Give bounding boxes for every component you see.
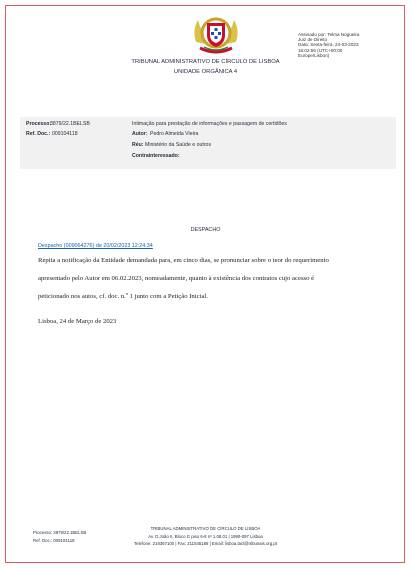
- contrainteressado-label: Contrainteressado:: [132, 153, 180, 159]
- footer-court-name: TRIBUNAL ADMINISTRATIVO DE CÍRCULO DE LISBOA: [150, 526, 261, 531]
- despacho-title: DESPACHO: [190, 227, 221, 233]
- body-paragraph-line: peticionado nos autos, cf. doc. n.º 1 junto com a Petição Inicial.: [38, 293, 208, 300]
- case-info-box: [20, 117, 396, 169]
- place-date: Lisboa, 24 de Março de 2023: [38, 318, 117, 325]
- ref-doc-value: 009104118: [52, 131, 78, 137]
- footer-contacts: Telefone: 218367100 | Fax: 211545188 | Email: lisboa.tacl@tribunais.org.pt: [134, 541, 277, 546]
- body-paragraph-line: Repita a notificação da Entidade demandada para, em cinco dias, se pronunciar sobre o teor do requerimento: [38, 257, 329, 264]
- previous-despacho-link[interactable]: Despacho (009064276) de 20/02/2023 12:24:34: [38, 243, 153, 249]
- court-title: TRIBUNAL ADMINISTRATIVO DE CÍRCULO DE LISBOA: [131, 59, 280, 65]
- court-unit: UNIDADE ORGÂNICA 4: [173, 69, 238, 75]
- reu-label: Réu:: [132, 142, 144, 148]
- body-paragraph-line: apresentado pelo Autor em 06.02.2023, nomeadamente, quanto à existência dos contratos cujo acesso é: [38, 275, 315, 282]
- portuguese-coat-of-arms-emblem: [190, 12, 242, 56]
- document-page: [5, 5, 405, 563]
- footer-ref-doc: Ref. Doc.: 009104118: [33, 538, 75, 543]
- footer-processo: Processo: 3879/22.1BELSB: [33, 530, 87, 535]
- digital-signature-block: Assinado por: Telma Nogueira Juiz de Direito Data: Sexta-feira, 24-03-2023 16:02:56 (UTC+00:00 Europe/Lisbon): [298, 32, 360, 58]
- reu-value: Ministério da Saúde e outros: [145, 142, 212, 148]
- processo-value: 3879/22.1BELSB: [50, 121, 90, 127]
- processo-label: Processo:: [26, 121, 52, 127]
- autor-label: Autor:: [132, 131, 148, 137]
- autor-value: Pedro Almeida Vieira: [150, 131, 199, 137]
- case-subject: Intimação para prestação de informações e passagem de certidões: [132, 121, 287, 127]
- ref-doc-label: Ref. Doc.:: [26, 131, 51, 137]
- footer-address: Av. D.João II, Bloco G piso 6-8 nº 1.08.01 | 1990-097 Lisboa: [148, 534, 263, 539]
